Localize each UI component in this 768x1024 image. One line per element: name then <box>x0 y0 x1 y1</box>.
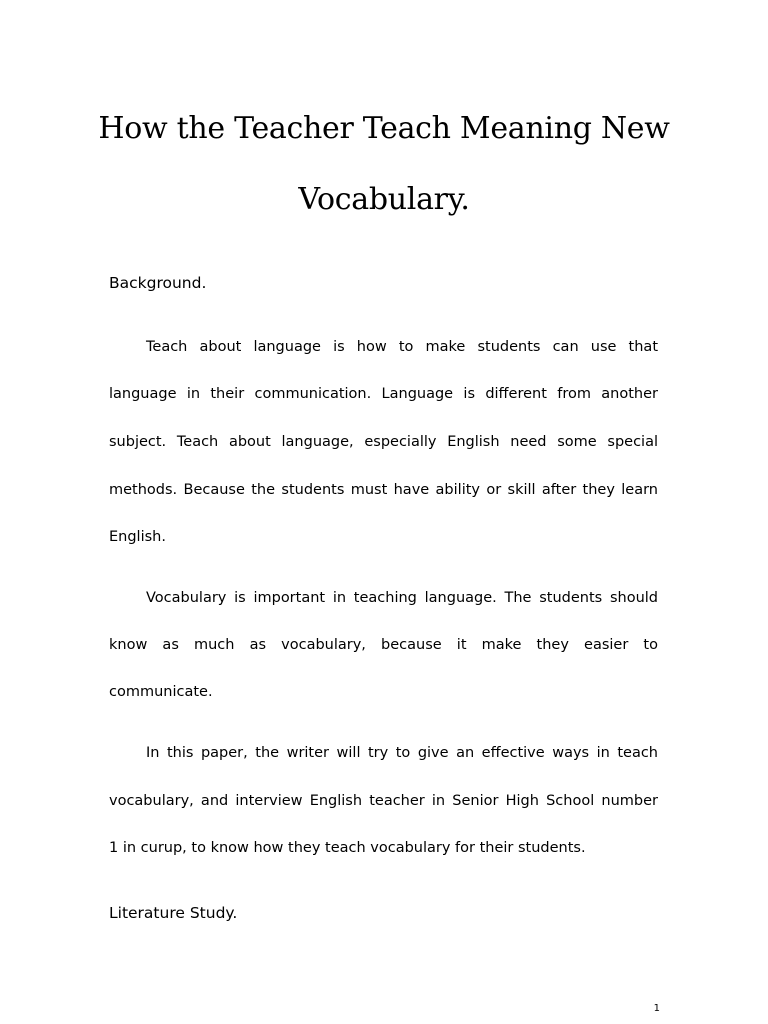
paragraph-line: Vocabulary is important in teaching language. The students should <box>146 590 658 606</box>
paragraph-line: English. <box>109 529 166 545</box>
section-heading-background: Background. <box>109 274 207 292</box>
paragraph-line: subject. Teach about language, especially English need some special <box>109 434 658 450</box>
paragraph-line: methods. Because the students must have ability or skill after they learn <box>109 482 658 498</box>
paragraph-line: language in their communication. Language is different from another <box>109 386 658 402</box>
paragraph-line: vocabulary, and interview English teacher in Senior High School number <box>109 793 658 809</box>
paragraph-line: Teach about language is how to make students can use that <box>146 339 658 355</box>
section-heading-literature-study: Literature Study. <box>109 904 238 922</box>
paragraph-line: communicate. <box>109 684 213 700</box>
document-title-line-1: How the Teacher Teach Meaning New <box>98 111 670 146</box>
paragraph-line: know as much as vocabulary, because it make they easier to <box>109 637 658 653</box>
paragraph-line: In this paper, the writer will try to give an effective ways in teach <box>146 745 658 761</box>
page-number: 1 <box>653 1003 660 1014</box>
document-title-line-2: Vocabulary. <box>298 182 470 217</box>
paragraph-line: 1 in curup, to know how they teach vocabulary for their students. <box>109 840 586 856</box>
